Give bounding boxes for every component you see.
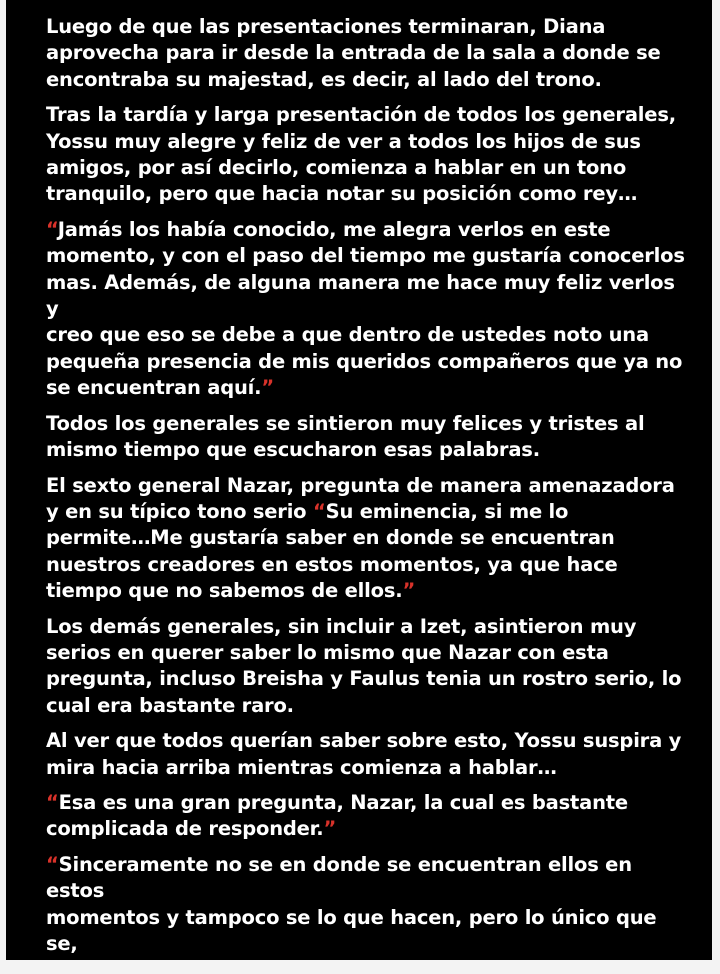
text-line: Luego de que las presentaciones terminaran, Diana	[46, 15, 606, 38]
text-line: se encuentran aquí.	[46, 376, 262, 400]
text-line: permite…Me gustaría saber en donde se encuentran	[46, 526, 615, 550]
text-line: mas. Además, de alguna manera me hace muy feliz verlos y	[46, 270, 675, 321]
text-line: Su eminencia, si me lo	[325, 499, 569, 523]
close-quote-mark: ”	[402, 579, 416, 603]
dialogue-paragraph-yossu-1	[46, 217, 686, 402]
open-quote-mark: “	[46, 217, 58, 241]
story-text	[46, 14, 686, 966]
narration-paragraph-1	[46, 14, 686, 93]
text-line: Todos los generales se sintieron muy felices y tristes al	[46, 411, 645, 435]
text-line: Los demás generales, sin incluir a Izet, asintieron muy	[46, 614, 637, 638]
text-line: complicada de responder.	[46, 817, 324, 841]
narration-paragraph-7	[46, 728, 686, 781]
close-quote-mark: ”	[261, 376, 274, 400]
narration-paragraph-4	[46, 411, 686, 464]
open-quote-mark: “	[46, 852, 59, 876]
text-line: Sinceramente no se en donde se encuentran ellos en estos	[46, 852, 632, 903]
nazar-question-paragraph	[46, 473, 686, 605]
narration-paragraph-2	[46, 102, 686, 208]
story-page	[6, 0, 712, 960]
text-line: aprovecha para ir desde la entrada de la sala a donde se	[46, 41, 661, 65]
dialogue-paragraph-yossu-3	[46, 852, 686, 958]
text-line: serios en querer saber lo mismo que Nazar con esta	[46, 640, 609, 664]
dialogue-paragraph-yossu-2	[46, 790, 686, 843]
text-line: tranquilo, pero que hacia notar su posición como rey…	[46, 182, 638, 206]
text-line: momento, y con el paso del tiempo me gustaría conocerlos	[46, 244, 685, 268]
text-line: momentos y tampoco se lo que hacen, pero lo único que se,	[46, 905, 657, 955]
text-line: Yossu muy alegre y feliz de ver a todos los hijos de sus	[46, 129, 641, 153]
text-line: creo que eso se debe a que dentro de ustedes noto una	[46, 323, 649, 347]
text-line: nuestros creadores en estos momentos, ya que hace	[46, 552, 618, 576]
text-line: Al ver que todos querían saber sobre esto, Yossu suspira y	[46, 729, 682, 753]
text-line: Jamás los había conocido, me alegra verlos en este	[57, 217, 611, 241]
open-quote-mark: “	[46, 790, 59, 814]
text-line: mira hacia arriba mientras comienza a hablar…	[46, 755, 557, 779]
text-line: pregunta, incluso Breisha y Faulus tenia un rostro serio, lo	[46, 667, 682, 691]
text-line: y en su típico tono serio	[46, 499, 313, 523]
text-line: El sexto general Nazar, pregunta de manera amenazadora	[46, 473, 675, 497]
text-line: amigos, por así decirlo, comienza a hablar en un tono	[46, 156, 627, 180]
text-line: tiempo que no sabemos de ellos.	[46, 579, 403, 603]
text-line: Esa es una gran pregunta, Nazar, la cual es bastante	[58, 790, 628, 814]
text-line: encontraba su majestad, es decir, al lado del trono.	[46, 67, 602, 91]
text-line: cual era bastante raro.	[46, 693, 294, 717]
narration-paragraph-6	[46, 614, 686, 720]
text-line: mismo tiempo que escucharon esas palabras.	[46, 438, 540, 462]
close-quote-mark: ”	[323, 817, 337, 841]
open-quote-mark: “	[312, 499, 326, 523]
text-line: pequeña presencia de mis queridos compañeros que ya no	[46, 349, 683, 373]
text-line: Tras la tardía y larga presentación de todos los generales,	[46, 103, 676, 127]
